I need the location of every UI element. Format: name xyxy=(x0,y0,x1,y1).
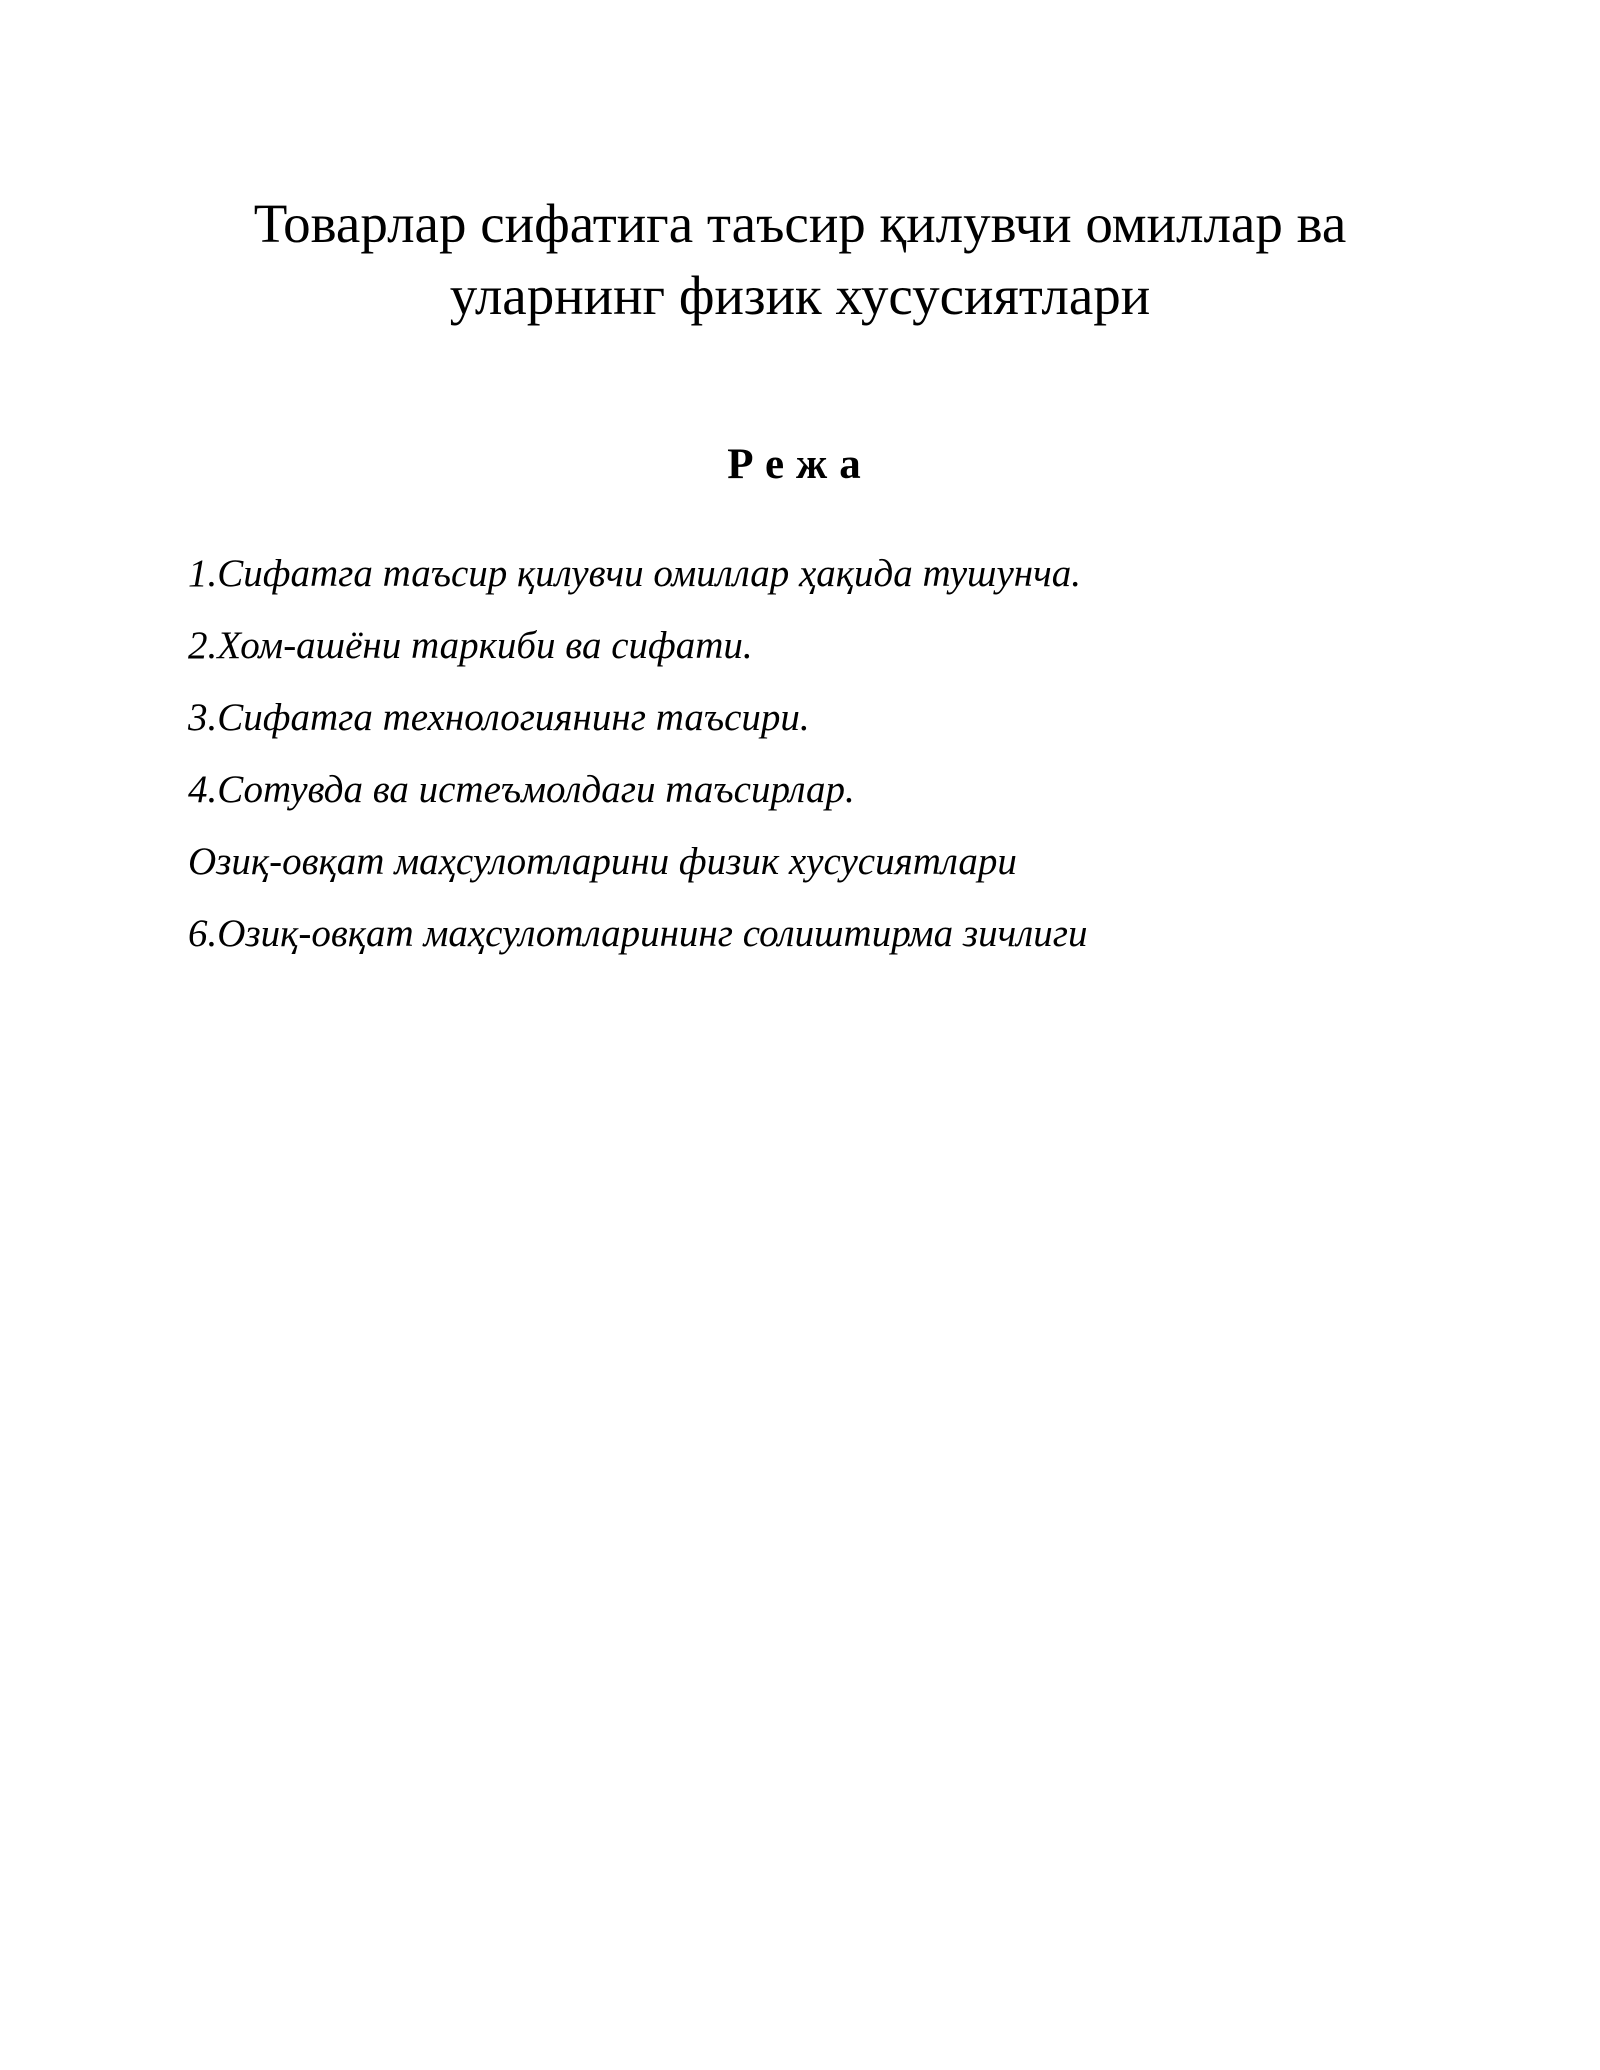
plan-item: 6.Озиқ-овқат маҳсулотларининг солиштирма зичлиги xyxy=(188,912,1088,955)
plan-item: 4.Сотувда ва истеъмолдаги таъсирлар. xyxy=(188,768,855,811)
plan-item: 1.Сифатга таъсир қилувчи омиллар ҳақида тушунча. xyxy=(188,552,1081,595)
plan-heading: Режа xyxy=(727,441,873,488)
plan-list xyxy=(188,538,1388,970)
document-title-line-2: уларнинг физик хусусиятлари xyxy=(449,265,1151,326)
plan-item: 2.Хом-ашёни таркиби ва сифати. xyxy=(188,624,753,667)
document-title xyxy=(180,188,1420,332)
plan-item: Озиқ-овқат маҳсулотларини физик хусусиятлари xyxy=(188,840,1017,883)
document-title-line-1: Товарлар сифатига таъсир қилувчи омиллар ва xyxy=(253,193,1347,254)
plan-item: 3.Сифатга технологиянинг таъсири. xyxy=(188,696,810,739)
